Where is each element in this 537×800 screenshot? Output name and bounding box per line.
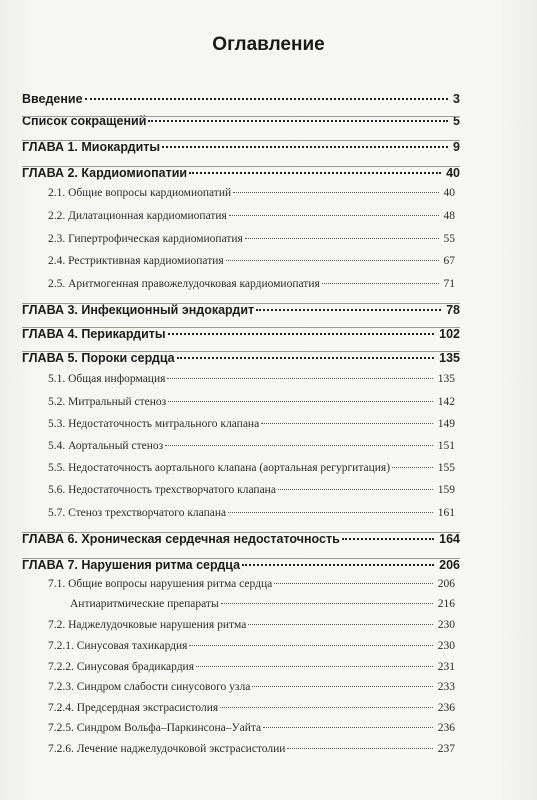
toc-page-number: 233	[437, 681, 455, 693]
toc-section-row[interactable]	[48, 440, 455, 452]
toc-entry-label: 7.2.4. Предсердная экстрасистолия	[48, 702, 219, 714]
toc-chapter-row[interactable]	[22, 532, 460, 546]
dot-leader	[168, 400, 433, 402]
toc-chapter-row[interactable]	[22, 166, 460, 180]
toc-section-row[interactable]	[48, 210, 455, 222]
dot-leader	[248, 623, 432, 625]
toc-entry-label: 5.6. Недостаточность трехстворчатого клапана	[48, 484, 276, 496]
toc-entry-label: ГЛАВА 7. Нарушения ритма сердца	[22, 558, 241, 572]
toc-page-number: 135	[439, 351, 460, 365]
toc-section-row[interactable]	[48, 578, 455, 590]
dot-leader	[162, 145, 448, 148]
dot-leader	[177, 356, 435, 359]
dot-leader	[245, 237, 439, 239]
toc-page-number: 142	[437, 396, 455, 408]
dot-leader	[233, 191, 438, 193]
toc-chapter-row[interactable]	[22, 92, 460, 106]
toc-section-row[interactable]	[48, 722, 455, 734]
toc-page-number: 159	[437, 484, 455, 496]
toc-chapter-row[interactable]	[22, 303, 460, 317]
toc-page-number: 3	[453, 92, 460, 106]
toc-entry-label: 2.5. Аритмогенная правожелудочковая кардиомиопатия	[48, 278, 320, 290]
toc-page-number: 236	[437, 702, 455, 714]
dot-leader	[226, 259, 439, 261]
toc-chapter-row[interactable]	[22, 327, 460, 341]
toc-entry-label: 5.2. Митральный стеноз	[48, 396, 167, 408]
toc-page-number: 206	[437, 578, 455, 590]
toc-page-number: 236	[437, 722, 455, 734]
toc-page-number: 164	[439, 532, 460, 546]
dot-leader	[256, 308, 441, 311]
toc-entry-label: ГЛАВА 5. Пороки сердца	[22, 351, 175, 365]
dot-leader	[322, 282, 439, 284]
toc-section-row[interactable]	[48, 661, 455, 673]
toc-page-number: 135	[437, 373, 455, 385]
toc-section-row[interactable]	[48, 743, 455, 755]
toc-entry-label: Введение	[22, 92, 83, 106]
toc-entry-label: 7.2.1. Синусовая тахикардия	[48, 640, 188, 652]
toc-entry-label: 7.2.2. Синусовая брадикардия	[48, 661, 195, 673]
toc-section-row[interactable]	[48, 507, 455, 519]
toc-entry-label: ГЛАВА 1. Миокардиты	[22, 140, 161, 154]
toc-page-number: 230	[437, 619, 455, 631]
toc-page-number: 216	[437, 598, 455, 610]
dot-leader	[189, 171, 441, 174]
toc-entry-label: 2.4. Рестриктивная кардиомиопатия	[48, 255, 224, 267]
toc-section-row[interactable]	[48, 681, 455, 693]
dot-leader	[278, 488, 433, 490]
toc-entry-label: ГЛАВА 6. Хроническая сердечная недостаточность	[22, 532, 340, 546]
toc-page-number: 55	[443, 233, 455, 245]
toc-page-number: 78	[446, 303, 460, 317]
dot-leader	[189, 644, 432, 646]
toc-entry-label: ГЛАВА 3. Инфекционный эндокардит	[22, 303, 255, 317]
dot-leader	[263, 726, 433, 728]
toc-page-number: 9	[453, 140, 460, 154]
toc-page-number: 102	[439, 327, 460, 341]
toc-section-row[interactable]	[48, 619, 455, 631]
toc-section-row[interactable]	[48, 484, 455, 496]
dot-leader	[165, 444, 433, 446]
toc-chapter-row[interactable]	[22, 140, 460, 154]
toc-entry-label: 5.5. Недостаточность аортального клапана (аортальная регургитация)	[48, 462, 391, 474]
toc-entry-label: 5.4. Аортальный стеноз	[48, 440, 164, 452]
dot-leader	[274, 582, 433, 584]
toc-entry-label: 5.7. Стеноз трехстворчатого клапана	[48, 507, 227, 519]
dot-leader	[168, 332, 435, 335]
toc-entry-label: 7.2.6. Лечение наджелудочковой экстрасистолии	[48, 743, 286, 755]
toc-entry-label: Антиаритмические препараты	[70, 598, 219, 610]
dot-leader	[220, 706, 433, 708]
toc-page-number: 237	[437, 743, 455, 755]
toc-page-number: 40	[443, 187, 455, 199]
toc-entry-label: 5.3. Недостаточность митрального клапана	[48, 418, 260, 430]
toc-section-row[interactable]	[48, 187, 455, 199]
toc-entry-label: 7.1. Общие вопросы нарушения ритма сердца	[48, 578, 273, 590]
toc-page-number: 48	[443, 210, 455, 222]
toc-page-number: 161	[437, 507, 455, 519]
toc-entry-label: Список сокращений	[22, 114, 147, 128]
toc-section-row[interactable]	[48, 640, 455, 652]
toc-section-row[interactable]	[48, 373, 455, 385]
dot-leader	[85, 97, 448, 100]
dot-leader	[148, 119, 448, 122]
dot-leader	[342, 537, 434, 540]
toc-page-number: 71	[443, 278, 455, 290]
toc-page-number: 206	[439, 558, 460, 572]
dot-leader	[221, 602, 433, 604]
dot-leader	[229, 214, 439, 216]
toc-page-number: 67	[443, 255, 455, 267]
separator-rule	[22, 351, 460, 352]
separator-rule	[22, 166, 460, 167]
toc-section-row[interactable]	[70, 598, 455, 610]
toc-section-row[interactable]	[48, 396, 455, 408]
toc-entry-label: ГЛАВА 4. Перикардиты	[22, 327, 166, 341]
separator-rule	[22, 303, 460, 304]
toc-entry-label: 7.2. Наджелудочковые нарушения ритма	[48, 619, 247, 631]
toc-entry-label: 2.3. Гипертрофическая кардиомиопатия	[48, 233, 243, 245]
toc-page-number: 155	[437, 462, 455, 474]
dot-leader	[261, 422, 433, 424]
separator-rule	[22, 558, 460, 559]
toc-section-row[interactable]	[48, 462, 455, 474]
toc-section-row[interactable]	[48, 255, 455, 267]
separator-rule	[22, 532, 460, 533]
toc-entry-label: ГЛАВА 2. Кардиомиопатии	[22, 166, 188, 180]
toc-section-row[interactable]	[48, 233, 455, 245]
dot-leader	[287, 747, 432, 749]
page-title: Оглавление	[212, 34, 325, 55]
dot-leader	[167, 377, 432, 379]
toc-chapter-row[interactable]	[22, 351, 460, 365]
toc-page-number: 151	[437, 440, 455, 452]
dot-leader	[228, 511, 433, 513]
toc-entry-label: 7.2.5. Синдром Вольфа–Паркинсона–Уайта	[48, 722, 262, 734]
toc-section-row[interactable]	[48, 278, 455, 290]
dot-leader	[392, 466, 433, 468]
toc-page-number: 231	[437, 661, 455, 673]
toc-chapter-row[interactable]	[22, 558, 460, 572]
dot-leader	[242, 563, 434, 566]
toc-page-number: 149	[437, 418, 455, 430]
dot-leader	[252, 685, 432, 687]
dot-leader	[196, 665, 433, 667]
toc-entry-label: 5.1. Общая информация	[48, 373, 166, 385]
toc-entry-label: 2.2. Дилатационная кардиомиопатия	[48, 210, 227, 222]
toc-entry-label: 7.2.3. Синдром слабости синусового узла	[48, 681, 251, 693]
toc-page-number: 40	[446, 166, 460, 180]
separator-rule	[22, 327, 460, 328]
toc-section-row[interactable]	[48, 418, 455, 430]
separator-rule	[22, 116, 460, 117]
toc-entry-label: 2.1. Общие вопросы кардиомиопатий	[48, 187, 232, 199]
toc-page-number: 230	[437, 640, 455, 652]
toc-section-row[interactable]	[48, 702, 455, 714]
toc-page-number: 5	[453, 114, 460, 128]
separator-rule	[22, 140, 460, 141]
